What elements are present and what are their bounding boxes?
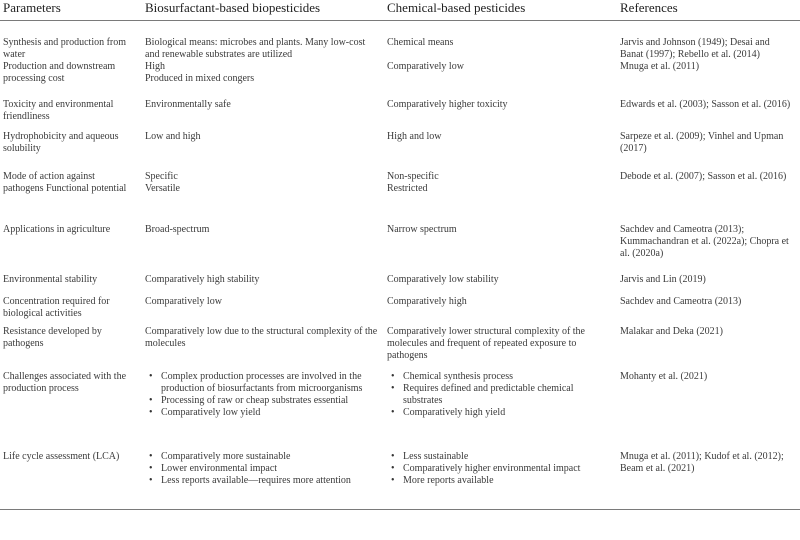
- table-row: [0, 21, 800, 62]
- bullet-item: • Lower environmental impact: [161, 463, 378, 475]
- cell-chemical: [384, 296, 617, 326]
- cell-line: Broad-spectrum: [145, 224, 210, 235]
- table-row: [0, 99, 800, 131]
- bullet-list: [145, 371, 378, 419]
- header-biosurfactant: Biosurfactant-based biopesticides: [142, 0, 384, 21]
- bullet-item: • Comparatively higher environmental impact: [403, 463, 611, 475]
- bullet-item: • Less reports available—requires more attention: [161, 475, 378, 487]
- cell-references: Jarvis and Lin (2019): [620, 274, 706, 285]
- cell-line: Comparatively low: [387, 61, 464, 72]
- table-row: [0, 371, 800, 451]
- cell-chemical: [384, 131, 617, 171]
- cell-references: Debode et al. (2007); Sasson et al. (2016): [620, 171, 787, 182]
- table-row: [0, 131, 800, 171]
- cell-line: Produced in mixed congers: [145, 73, 255, 84]
- cell-chemical: [384, 451, 617, 509]
- cell-line: Comparatively low: [145, 296, 222, 307]
- cell-line: Biological means: microbes and plants. Many low-cost and renewable substrates are utilized: [145, 37, 366, 60]
- bullet-item: • Comparatively low yield: [161, 407, 378, 419]
- bullet-item: • Comparatively high yield: [403, 407, 611, 419]
- cell-parameter: Life cycle assessment (LCA): [0, 451, 142, 509]
- bullet-item: • Processing of raw or cheap substrates essential: [161, 395, 378, 407]
- cell-chemical: [384, 224, 617, 274]
- cell-references: Edwards et al. (2003); Sasson et al. (2016): [620, 99, 791, 110]
- cell-biosurfactant: [142, 131, 384, 171]
- cell-biosurfactant: [142, 274, 384, 296]
- table-row: [0, 451, 800, 509]
- cell-chemical: [384, 99, 617, 131]
- cell-line: Comparatively low due to the structural complexity of the molecules: [145, 326, 378, 349]
- table-row: [0, 224, 800, 274]
- cell-line: Comparatively high stability: [145, 274, 260, 285]
- cell-line: Narrow spectrum: [387, 224, 457, 235]
- cell-parameter: Mode of action against pathogens Functional potential: [3, 171, 127, 194]
- bullet-item: • Comparatively more sustainable: [161, 451, 378, 463]
- cell-line: Non-specific: [387, 171, 439, 182]
- bullet-list: [145, 451, 378, 487]
- cell-parameter: Synthesis and production from water: [3, 37, 127, 60]
- cell-biosurfactant: [142, 99, 384, 131]
- bullet-item: • Complex production processes are involved in the production of biosurfactants from microorganisms: [161, 371, 378, 395]
- cell-parameter: Hydrophobicity and aqueous solubility: [3, 131, 119, 154]
- cell-references: Mnuga et al. (2011); Kudof et al. (2012); Beam et al. (2021): [617, 451, 800, 509]
- bullet-list: [387, 451, 611, 487]
- cell-chemical: [384, 371, 617, 451]
- cell-parameter: Concentration required for biological activities: [3, 296, 110, 319]
- bullet-item: • Requires defined and predictable chemical substrates: [403, 383, 611, 407]
- cell-line: Comparatively high: [387, 296, 467, 307]
- cell-line: Comparatively lower structural complexity of the molecules and frequent of repeated exposure to pathogens: [387, 326, 585, 361]
- cell-line: Comparatively higher toxicity: [387, 99, 508, 110]
- header-chemical: Chemical-based pesticides: [384, 0, 617, 21]
- cell-parameter: Production and downstream processing cost: [3, 61, 116, 84]
- cell-biosurfactant: [142, 171, 384, 224]
- cell-references: Malakar and Deka (2021): [620, 326, 724, 337]
- table-header-row: [0, 0, 800, 21]
- cell-references: Sarpeze et al. (2009); Vinhel and Upman (2017): [620, 131, 784, 154]
- cell-biosurfactant: [142, 296, 384, 326]
- cell-chemical: [384, 171, 617, 224]
- table-row: [0, 171, 800, 224]
- bullet-item: • More reports available: [403, 475, 611, 487]
- cell-line: Restricted: [387, 183, 428, 194]
- table-row: [0, 326, 800, 371]
- table-row: [0, 296, 800, 326]
- cell-line: High: [145, 61, 165, 72]
- cell-biosurfactant: [142, 326, 384, 371]
- cell-parameter: Toxicity and environmental friendliness: [3, 99, 114, 122]
- cell-biosurfactant: [142, 61, 384, 99]
- cell-chemical: [384, 61, 617, 99]
- cell-parameter: Challenges associated with the production process: [3, 371, 127, 394]
- cell-parameter: Applications in agriculture: [3, 224, 111, 235]
- cell-parameter: Environmental stability: [3, 274, 98, 285]
- cell-references: Jarvis and Johnson (1949); Desai and Banat (1997); Rebello et al. (2014): [620, 37, 770, 60]
- cell-line: Versatile: [145, 183, 180, 194]
- cell-parameter: Resistance developed by pathogens: [3, 326, 102, 349]
- cell-biosurfactant: [142, 21, 384, 62]
- cell-line: Specific: [145, 171, 178, 182]
- cell-references: Mnuga et al. (2011): [620, 61, 700, 72]
- cell-line: High and low: [387, 131, 442, 142]
- cell-line: Environmentally safe: [145, 99, 231, 110]
- cell-chemical: [384, 274, 617, 296]
- cell-line: Chemical means: [387, 37, 454, 48]
- cell-references: Sachdev and Cameotra (2013): [620, 296, 742, 307]
- cell-biosurfactant: [142, 224, 384, 274]
- bullet-item: • Chemical synthesis process: [403, 371, 611, 383]
- table-row: [0, 274, 800, 296]
- cell-line: Low and high: [145, 131, 201, 142]
- cell-line: Comparatively low stability: [387, 274, 499, 285]
- header-parameters: Parameters: [0, 0, 142, 21]
- header-references: References: [617, 0, 800, 21]
- cell-biosurfactant: [142, 371, 384, 451]
- table-row: [0, 61, 800, 99]
- cell-chemical: [384, 326, 617, 371]
- bullet-item: • Less sustainable: [403, 451, 611, 463]
- cell-references: Sachdev and Cameotra (2013); Kummachandran et al. (2022a); Chopra et al. (2020a): [620, 224, 789, 259]
- cell-references: Mohanty et al. (2021): [620, 371, 708, 382]
- cell-chemical: [384, 21, 617, 62]
- cell-biosurfactant: [142, 451, 384, 509]
- bullet-list: [387, 371, 611, 419]
